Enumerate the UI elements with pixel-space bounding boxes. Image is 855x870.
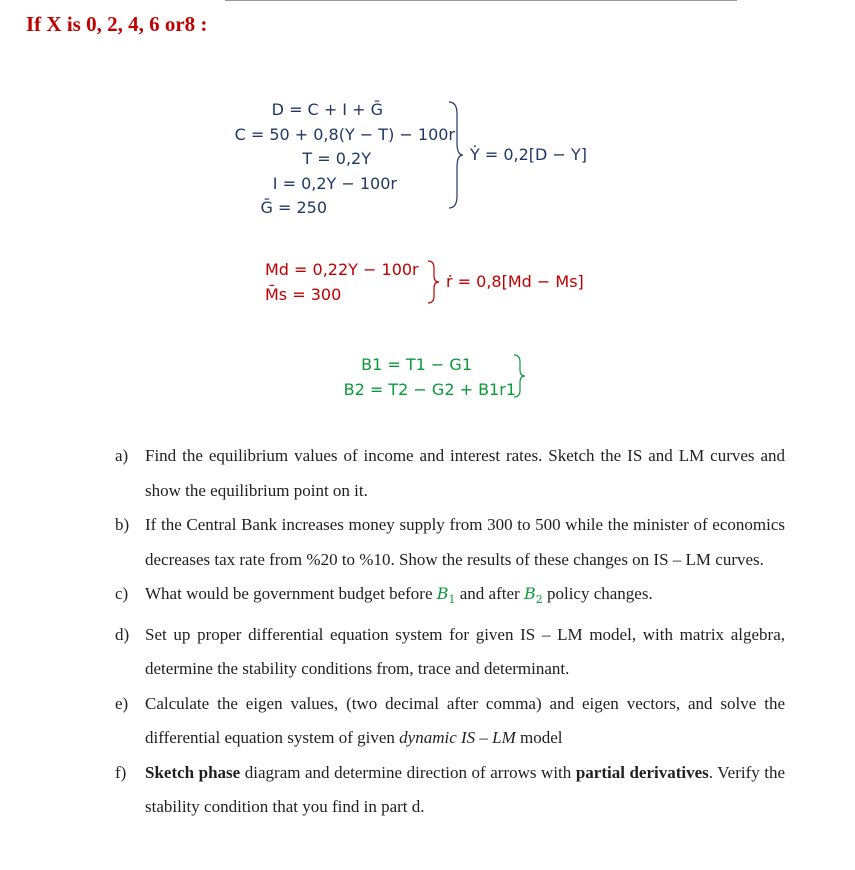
item-text: If the Central Bank increases money supply from 300 to 500 while the minister of economics decreases tax rate from %20 to %10. Show the results of these changes on IS – LM curves. — [145, 515, 785, 569]
dynamic-model-emphasis: dynamic IS – LM — [399, 728, 516, 748]
question-item-c — [115, 577, 785, 618]
item-text: Calculate the eigen values, (two decimal after comma) and eigen vectors, and solve the differential equation system of given dynamic IS – LM model — [145, 693, 785, 748]
item-label: e) — [115, 693, 129, 713]
bold-text: Sketch phase — [145, 762, 241, 782]
item-text: What would be government budget before $B_1$ and after $B_2$ policy changes. — [145, 584, 653, 607]
question-item-f — [115, 756, 785, 825]
interest-dynamic-equation: ṙ = 0,8[Md − Ms] — [446, 272, 584, 291]
equation-line: M̄s = 300 — [265, 285, 342, 304]
right-brace-icon — [426, 259, 442, 305]
goods-market-equations — [205, 98, 455, 221]
equation-line: Ḡ = 250 — [260, 198, 327, 217]
item-label: f) — [115, 762, 127, 782]
equation-line: T = 0,2Y — [302, 149, 371, 168]
right-brace-icon — [446, 100, 466, 210]
item-label: a) — [115, 446, 129, 465]
equation-line: Md = 0,22Y − 100r — [265, 260, 419, 279]
item-text: Set up proper differential equation system for given IS – LM model, with matrix algebra, determine the stability conditions from, trace and determinant. — [145, 624, 785, 679]
equation-line: D = C + I + Ḡ — [271, 100, 383, 119]
budget-b1-symbol: $B_1$ — [436, 584, 456, 607]
budget-b2-symbol: $B_2$ — [523, 584, 543, 607]
right-brace-icon — [512, 353, 528, 399]
item-label: d) — [115, 624, 130, 644]
income-dynamic-equation: Ẏ = 0,2[D − Y] — [470, 145, 587, 164]
question-list — [115, 439, 785, 825]
question-item-d — [115, 618, 785, 687]
budget-equations — [340, 352, 516, 402]
item-text: Find the equilibrium values of income and interest rates. Sketch the IS and LM curves and show the equilibrium point on it. — [145, 446, 785, 500]
question-item-a — [115, 439, 785, 508]
equation-line: B1 = T1 − G1 — [361, 355, 472, 374]
equation-line: C = 50 + 0,8(Y − T) − 100r — [234, 124, 455, 144]
top-border-line — [225, 0, 737, 1]
item-text: Sketch phase diagram and determine direction of arrows with partial derivatives. Verify the stability condition that you find in part d. — [145, 762, 786, 817]
page-heading: If X is 0, 2, 4, 6 or8 : — [26, 12, 208, 36]
equation-line: B2 = T2 − G2 + B1r1 — [343, 380, 516, 399]
equation-line: I = 0,2Y − 100r — [272, 173, 397, 193]
question-item-e — [115, 687, 785, 756]
bold-text: partial derivatives — [575, 762, 709, 782]
item-label: b) — [115, 515, 130, 534]
question-item-b — [115, 508, 785, 577]
item-label: c) — [115, 584, 129, 603]
money-market-equations — [265, 257, 419, 307]
